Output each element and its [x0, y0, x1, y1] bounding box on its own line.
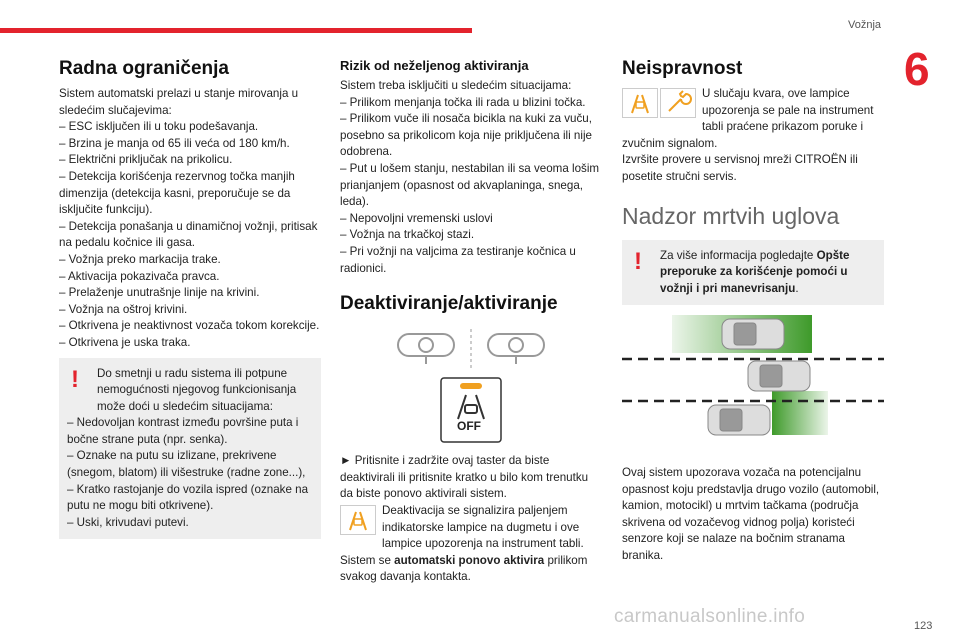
- column-limits: [59, 58, 321, 539]
- deact-signal-text: Deaktivacija se signalizira paljenjem indikatorske lampice na dugmetu i ove lampice upozorenja na instrument tabli.: [382, 503, 584, 551]
- list-item: – Električni priključak na prikolicu.: [59, 153, 233, 167]
- car-top-icon: [722, 319, 784, 349]
- info-box: [622, 240, 884, 306]
- limits-intro: Sistem automatski prelazi u stanje mirovanja u sledećim slučajevima:: [59, 87, 299, 117]
- column-faults: [622, 58, 884, 565]
- deact-signal: [340, 503, 602, 553]
- fault-text: U slučaju kvara, ove lampice upozorenja se pale na instrument tabli praćene prikazom poruke i zvučnim signalom.: [622, 87, 874, 150]
- list-item: – Prelaženje unutrašnje linije na krivini.: [59, 286, 260, 300]
- exclamation-icon: !: [634, 247, 642, 275]
- press-instruction: ► Pritisnite i zadržite ovaj taster da biste deaktivirali ili pritisnite kratko u bilo kom trenutku da biste ponovo aktivirali sistem.: [340, 454, 589, 501]
- list-item: – Put u lošem stanju, nestabilan ili sa veoma lošim prianjanjem (opasnost od akvaplaninga, snega, leda).: [340, 161, 600, 209]
- list-item: – Detekcija korišćenja rezervnog točka manjih dimenzija (detekcija kasni, preporučuje se da isključite funkciju).: [59, 169, 295, 217]
- divider-icon: [456, 329, 486, 369]
- list-item: – Brzina je manja od 65 ili veća od 180 km/h.: [59, 136, 290, 150]
- list-item: – Aktivacija pokazivača pravca.: [59, 269, 220, 283]
- list-item: – Vožnja preko markacija trake.: [59, 252, 221, 266]
- list-item: – Prilikom vuče ili nosača bicikla na kuki za vuču, posebno sa prikolicom koja nije priključena ili nije odobrena.: [340, 112, 592, 159]
- lane-warning-lamp-icon: [622, 88, 658, 118]
- list-item: – Detekcija ponašanja u dinamičnoj vožnji, pritisak na pedalu kočnice ili gasa.: [59, 219, 318, 250]
- list-item: – Otkrivena je neaktivnost vozača tokom korekcije.: [59, 319, 320, 333]
- lane-warning-lamp-icon: [340, 505, 376, 535]
- steering-wheel-left-icon: [396, 332, 456, 366]
- list-item: – Vožnja na trkačkoj stazi.: [340, 228, 475, 242]
- list-item: – Prilikom menjanja točka ili rada u blizini točka.: [340, 95, 586, 109]
- limits-heading: Radna ograničenja: [59, 58, 229, 79]
- fault-heading: Neispravnost: [622, 58, 743, 79]
- auto-bold: automatski ponovo aktivira: [394, 553, 545, 567]
- top-accent-bar: [0, 28, 472, 33]
- chapter-number: 6: [904, 43, 930, 95]
- blind-spot-diagram: [622, 315, 884, 455]
- list-item: – Kratko rastojanje do vozila ispred (oznake na putu ne mogu biti otkrivene).: [67, 482, 309, 513]
- warning-box: [59, 358, 321, 540]
- watermark: carmanualsonline.info: [614, 606, 806, 627]
- steering-icons: [340, 329, 602, 369]
- list-item: – ESC isključen ili u toku podešavanja.: [59, 120, 259, 134]
- list-item: – Otkrivena je uska traka.: [59, 335, 191, 349]
- steering-wheel-right-icon: [486, 332, 546, 366]
- auto-prefix: Sistem se: [340, 553, 395, 567]
- list-item: – Nepovoljni vremenski uslovi: [340, 211, 493, 225]
- warning-intro: Do smetnji u radu sistema ili potpune nemogućnosti njegovog funkcionisanja može doći u sledećim situacijama:: [97, 366, 297, 413]
- list-item: – Uski, krivudavi putevi.: [67, 515, 189, 529]
- fault-text-2: Izvršite provere u servisnoj mreži CITROËN ili posetite stručni servis.: [622, 153, 858, 183]
- list-item: – Oznake na putu su izlizane, prekrivene (snegom, blatom) ili višestruke (radne zone...),: [67, 449, 306, 480]
- info-prefix: Za više informacija pogledajte: [660, 248, 817, 262]
- limits-list: [59, 119, 321, 351]
- exclamation-icon: !: [71, 365, 79, 393]
- blind-spot-heading: Nadzor mrtvih uglova: [622, 202, 840, 229]
- fault-lamps: [622, 86, 884, 152]
- list-item: – Vožnja na oštroj krivini.: [59, 302, 188, 316]
- section-title: Vožnja: [848, 19, 882, 31]
- info-suffix: .: [795, 281, 799, 295]
- list-item: – Nedovoljan kontrast između površine puta i bočne strane puta (npr. senka).: [67, 416, 299, 446]
- auto-suffix: prilikom svakog davanja kontakta.: [340, 553, 588, 584]
- info-text: [630, 248, 876, 298]
- blind-spot-text: Ovaj sistem upozorava vozača na potencijalnu opasnost koju predstavlja drugo vozilo (automobil, kamion, motocikl) u mrtvim tačkama (područja skrivena od vozačevog vidnog polja) koristeći senzore koji se nalaze na bočnim stranama branika.: [622, 465, 880, 562]
- risk-intro: Sistem treba isključiti u sledećim situacijama:: [340, 79, 572, 92]
- column-deactivation: [340, 58, 602, 586]
- page-number: 123: [914, 620, 933, 632]
- info-bold: Opšte preporuke za korišćenje pomoći u vožnji i pri manevrisanju: [660, 248, 850, 295]
- off-label: OFF: [457, 419, 481, 433]
- auto-reactivation-text: [340, 553, 602, 586]
- list-item: – Pri vožnji na valjcima za testiranje kočnica u radionici.: [340, 244, 576, 275]
- wrench-icon: [660, 88, 696, 118]
- deact-heading: Deaktiviranje/aktiviranje: [340, 293, 558, 315]
- risk-heading: Rizik od neželjenog aktiviranja: [340, 58, 529, 73]
